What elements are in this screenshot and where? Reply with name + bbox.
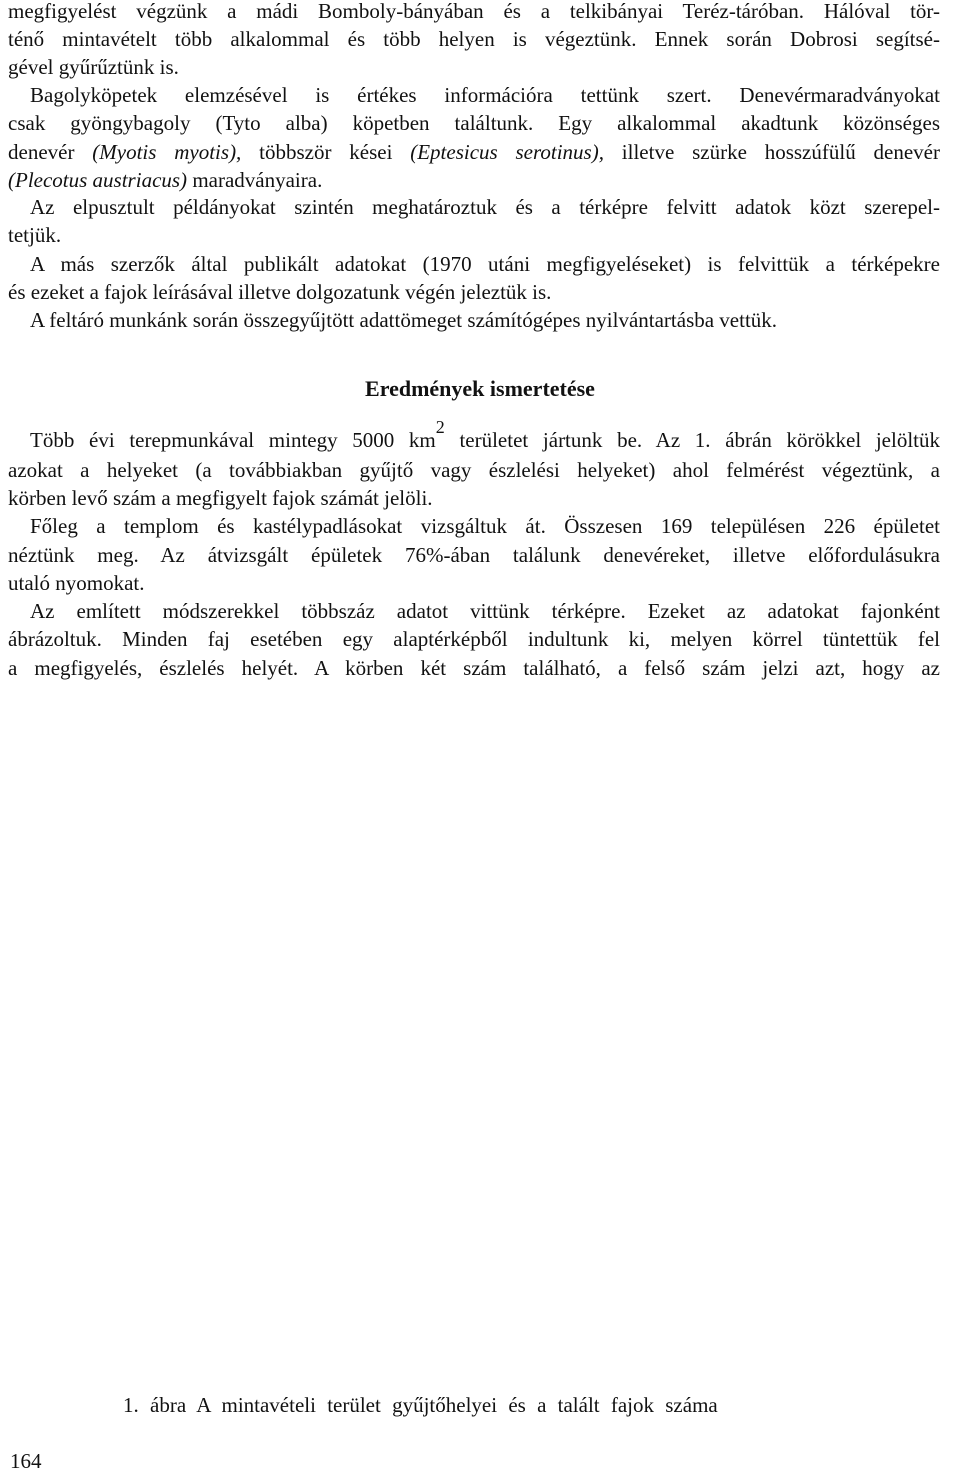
figure-caption: 1. ábra A mintavételi terület gyűjtőhelyei és a talált fajok száma: [123, 1393, 718, 1417]
text-line: csak gyöngybagoly (Tyto alba) köpetben találtunk. Egy alkalommal akadtunk közönséges: [8, 111, 940, 135]
text-line: [8, 166, 322, 194]
text-line: és ezeket a fajok leírásával illetve dolgozatunk végén jeleztük is.: [8, 280, 552, 304]
species-name: (Plecotus austriacus): [8, 168, 188, 192]
text-line: megfigyelést végzünk a mádi Bomboly-bányában és a telkibányai Teréz-táróban. Hálóval tör-: [8, 0, 940, 23]
text-line: Az említett módszerekkel többszáz adatot vittünk térképre. Ezeket az adatokat fajonként: [30, 599, 940, 623]
species-name: (Eptesicus serotinus),: [410, 140, 604, 164]
text-line: néztünk meg. Az átvizsgált épületek 76%-ában találunk denevéreket, illetve előfordulásukra: [8, 543, 940, 567]
text-line: ténő mintavételt több alkalommal és több helyen is végeztünk. Ennek során Dobrosi segítsé-: [8, 27, 940, 51]
superscript: 2: [435, 417, 445, 437]
text-line: ábrázoltuk. Minden faj esetében egy alaptérképből indultunk ki, melyen körrel tüntettük fel: [8, 627, 940, 651]
text-run: denevér: [8, 140, 93, 164]
section-heading: Eredmények ismertetése: [365, 376, 595, 401]
text-run: maradványaira.: [187, 168, 323, 192]
text-line: [30, 417, 941, 455]
text-line: [8, 138, 940, 166]
text-line: Bagolyköpetek elemzésével is értékes információra tettünk szert. Denevérmaradványokat: [30, 83, 940, 107]
text-line: A más szerzők által publikált adatokat (1970 utáni megfigyeléseket) is felvittük a térképekre: [30, 252, 940, 276]
text-line: a megfigyelés, észlelés helyét. A körben két szám található, a felső szám jelzi azt, hogy az: [8, 656, 940, 680]
text-line: tetjük.: [8, 223, 62, 247]
text-run: Több évi terepmunkával mintegy 5000 km: [30, 428, 436, 452]
text-line: gével gyűrűztünk is.: [8, 55, 179, 79]
text-line: Főleg a templom és kastélypadlásokat vizsgáltuk át. Összesen 169 településen 226 épületet: [30, 514, 940, 538]
text-run: területet jártunk be. Az 1. ábrán körökkel jelöltük: [444, 428, 941, 452]
text-line: körben levő szám a megfigyelt fajok számát jelöli.: [8, 486, 433, 510]
page-number: 164: [10, 1449, 42, 1473]
text-run: illetve szürke hosszúfülű denevér: [603, 140, 940, 164]
text-line: A feltáró munkánk során összegyűjtött adattömeget számítógépes nyilvántartásba vettük.: [30, 308, 778, 332]
text-line: Az elpusztult példányokat szintén meghatároztuk és a térképre felvitt adatok közt szerepel-: [30, 195, 940, 219]
text-line: azokat a helyeket (a továbbiakban gyűjtő vagy észlelési helyeket) ahol felmérést végeztünk, a: [8, 458, 940, 482]
text-run: többször kései: [241, 140, 411, 164]
text-line: utaló nyomokat.: [8, 571, 145, 595]
species-name: (Myotis myotis),: [92, 140, 242, 164]
